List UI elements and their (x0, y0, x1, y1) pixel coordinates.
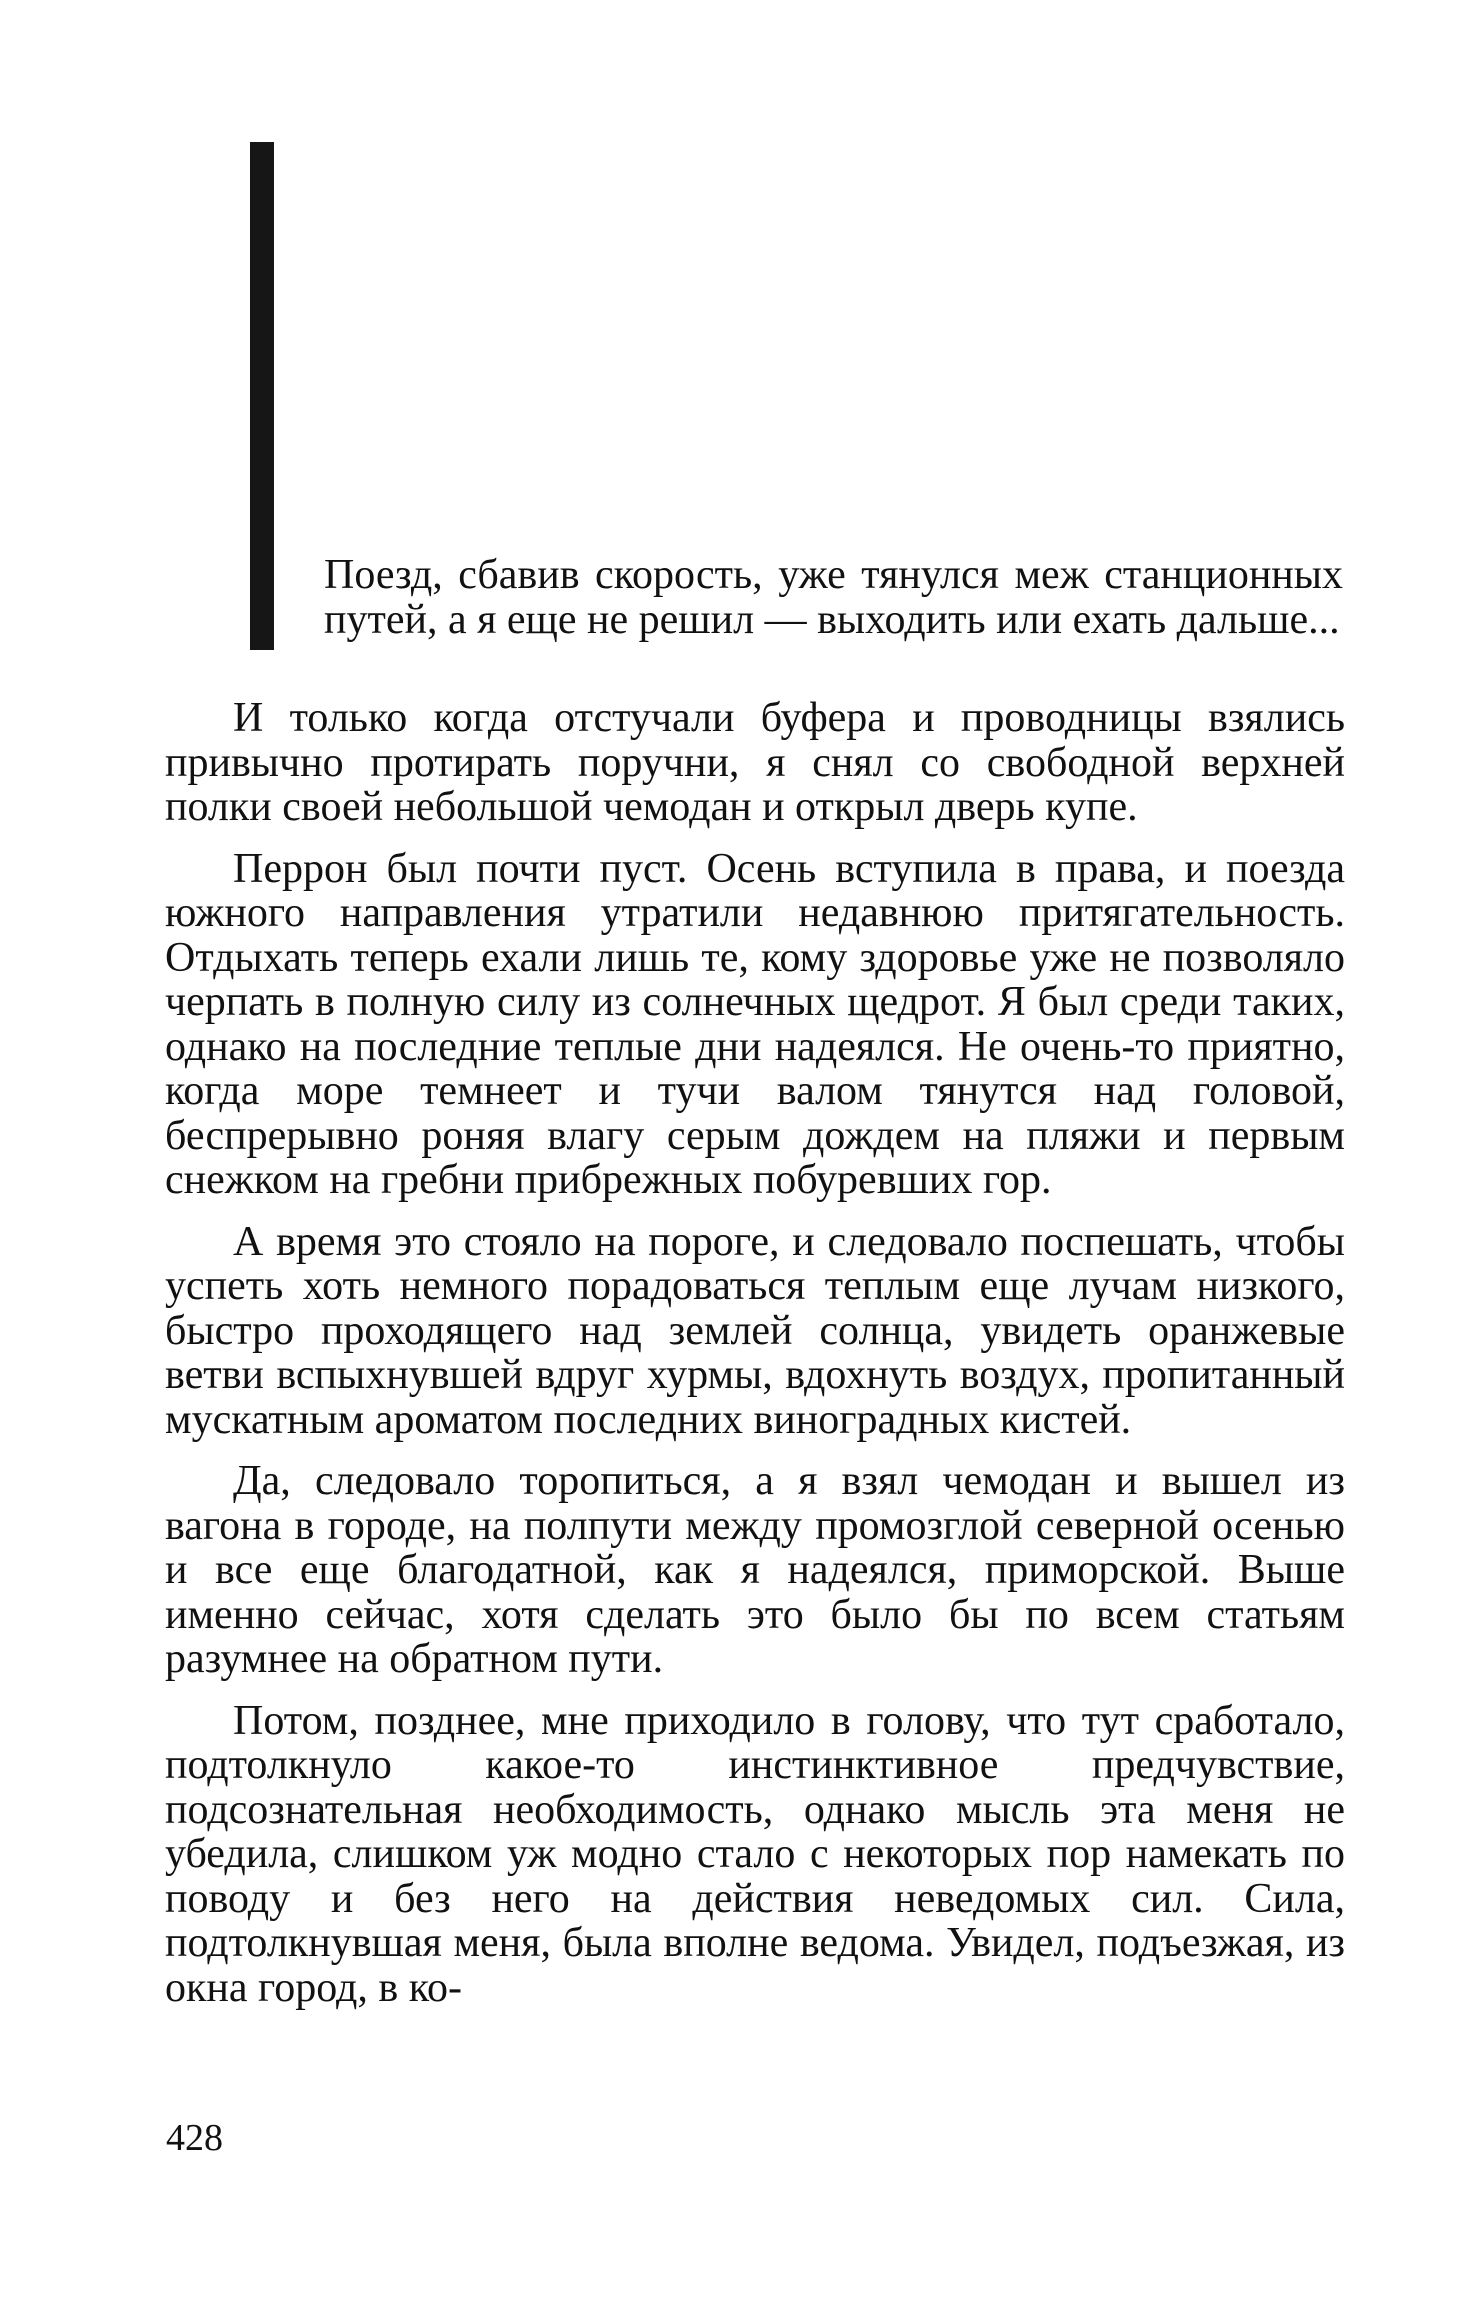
paragraph-1: И только когда отстучали буфера и проводницы взялись привычно протирать поручни, я снял со свободной верхней полки своей небольшой чемодан и открыл дверь купе. (165, 695, 1345, 830)
page-number: 428 (166, 2117, 223, 2159)
chapter-marker (250, 142, 274, 650)
paragraph-4: Да, следовало торопиться, а я взял чемодан и вышел из вагона в городе, на полпути между промозглой северной осенью и все еще благодатной, как я надеялся, приморской. Выше именно сейчас, хотя сделать это было бы по всем статьям разумнее на обратном пути. (165, 1458, 1345, 1682)
paragraph-5: Потом, позднее, мне приходило в голову, что тут сработало, подтолкнуло какое-то инстинктивное предчувствие, подсознательная необходимость, однако мысль эта меня не убедила, слишком уж модно стало с некоторых пор намекать по поводу и без него на действия неведомых сил. Сила, подтолкнувшая меня, была вполне ведома. Увидел, подъезжая, из окна город, в ко- (165, 1697, 1345, 2011)
paragraph-3: А время это стояло на пороге, и следовало поспешать, чтобы успеть хоть немного порадоваться теплым еще лучам низкого, быстро проходящего над землей солнца, увидеть оранжевые ветви вспыхнувшей вдруг хурмы, вдохнуть воздух, пропитанный мускатным ароматом последних виноградных кистей. (165, 1218, 1345, 1443)
body-text (165, 696, 1345, 2027)
paragraph-2: Перрон был почти пуст. Осень вступила в права, и поезда южного направления утратили недавнюю притягательность. Отдыхать теперь ехали лишь те, кому здоровье уже не позволяло черпать в полную силу из солнечных щедрот. Я был среди таких, однако на последние теплые дни надеялся. Не очень-то приятно, когда море темнеет и тучи валом тянутся над головой, беспрерывно роняя влагу серым дождем на пляжи и первым снежком на гребни прибрежных побуревших гор. (165, 845, 1345, 1203)
lead-paragraph: Поезд, сбавив скорость, уже тянулся меж станционных путей, а я еще не решил — выходить или ехать дальше... (324, 552, 1343, 643)
